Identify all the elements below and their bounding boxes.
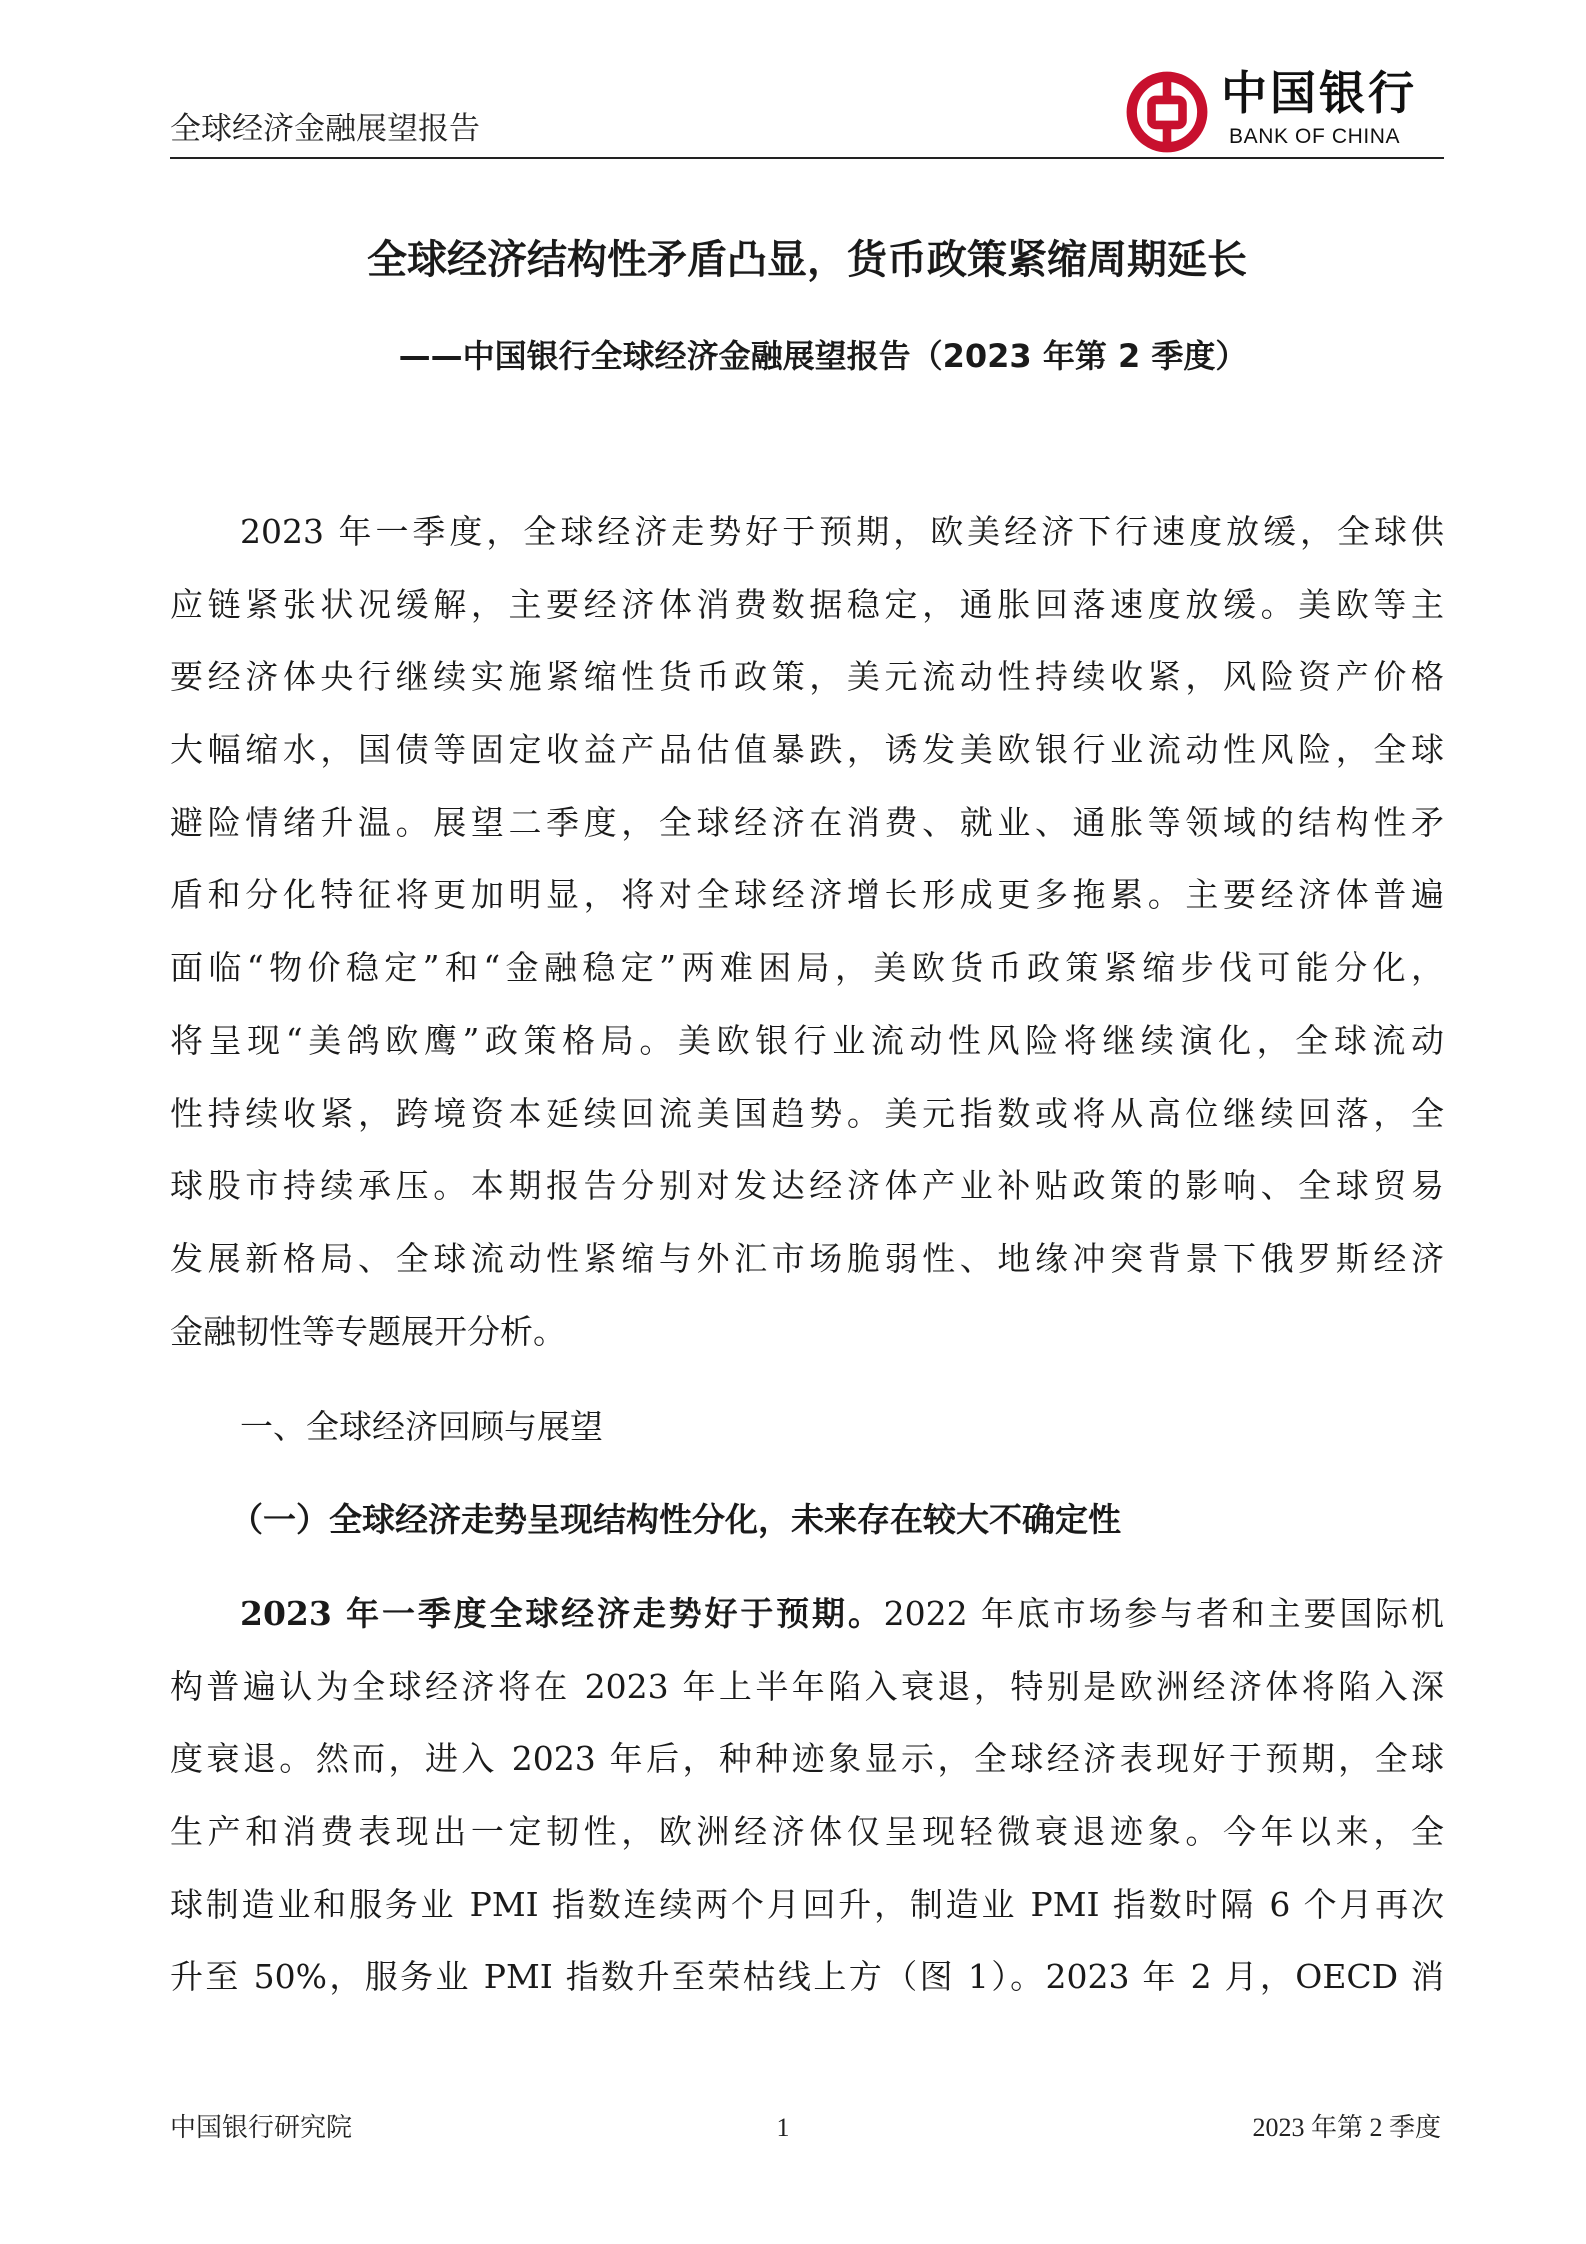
- paragraph-line: 生产和消费表现出一定韧性，欧洲经济体仅呈现轻微衰退迹象。今年以来，全: [170, 1812, 1444, 1852]
- section-heading: 一、全球经济回顾与展望: [240, 1407, 603, 1446]
- footer-publisher: 中国银行研究院: [170, 2113, 353, 2142]
- paragraph-line: [170, 1578, 1444, 1651]
- page-number: 1: [776, 2113, 790, 2142]
- paragraph-line: 应链紧张状况缓解，主要经济体消费数据稳定，通胀回落速度放缓。美欧等主: [170, 584, 1444, 624]
- logo-chinese-name: 中国银行: [1221, 66, 1417, 120]
- bank-of-china-coin-icon: [1124, 69, 1210, 155]
- paragraph-line-text: 2022 年底市场参与者和主要国际机: [883, 1594, 1444, 1633]
- paragraph-line: 度衰退。然而，进入 2023 年后，种种迹象显示，全球经济表现好于预期，全球: [170, 1739, 1444, 1779]
- paragraph-line: 要经济体央行继续实施紧缩性货币政策，美元流动性持续收紧，风险资产价格: [170, 657, 1444, 697]
- paragraph-line: 球股市持续承压。本期报告分别对发达经济体产业补贴政策的影响、全球贸易: [170, 1166, 1444, 1206]
- paragraph-line: 金融韧性等专题展开分析。: [170, 1311, 566, 1351]
- paragraph-line: 大幅缩水，国债等固定收益产品估值暴跌，诱发美欧银行业流动性风险，全球: [170, 730, 1444, 770]
- paragraph-line: 面临“物价稳定”和“金融稳定”两难困局，美欧货币政策紧缩步伐可能分化，: [170, 948, 1444, 988]
- logo-english-name: BANK OF CHINA: [1229, 125, 1401, 148]
- paragraph-line: 发展新格局、全球流动性紧缩与外汇市场脆弱性、地缘冲突背景下俄罗斯经济: [170, 1238, 1444, 1278]
- report-series-name: 全球经济金融展望报告: [170, 111, 480, 147]
- paragraph-line: 升至 50%，服务业 PMI 指数升至荣枯线上方（图 1）。2023 年 2 月，OECD 消: [170, 1957, 1444, 1997]
- section-paragraph: [170, 1578, 1444, 2014]
- intro-paragraph: [170, 496, 1444, 1368]
- paragraph-line: 构普遍认为全球经济将在 2023 年上半年陷入衰退，特别是欧洲经济体将陷入深: [170, 1666, 1444, 1706]
- footer-period: 2023 年第 2 季度: [1252, 2113, 1441, 2142]
- paragraph-line: 2023 年一季度，全球经济走势好于预期，欧美经济下行速度放缓，全球供: [240, 512, 1444, 551]
- paragraph-line: 避险情绪升温。展望二季度，全球经济在消费、就业、通胀等领域的结构性矛: [170, 802, 1444, 842]
- paragraph-line: 盾和分化特征将更加明显，将对全球经济增长形成更多拖累。主要经济体普遍: [170, 875, 1444, 915]
- paragraph-line: 球制造业和服务业 PMI 指数连续两个月回升，制造业 PMI 指数时隔 6 个月再次: [170, 1884, 1444, 1924]
- lead-sentence: 2023 年一季度全球经济走势好于预期。: [240, 1594, 884, 1633]
- header-divider: [170, 157, 1444, 159]
- subsection-heading: （一）全球经济走势呈现结构性分化，未来存在较大不确定性: [230, 1500, 1121, 1539]
- paragraph-line: 性持续收紧，跨境资本延续回流美国趋势。美元指数或将从高位继续回落，全: [170, 1093, 1444, 1133]
- document-title: 全球经济结构性矛盾凸显，货币政策紧缩周期延长: [367, 237, 1247, 283]
- paragraph-line: 将呈现“美鸽欧鹰”政策格局。美欧银行业流动性风险将继续演化，全球流动: [170, 1020, 1444, 1060]
- document-subtitle: ——中国银行全球经济金融展望报告（2023 年第 2 季度）: [398, 337, 1248, 375]
